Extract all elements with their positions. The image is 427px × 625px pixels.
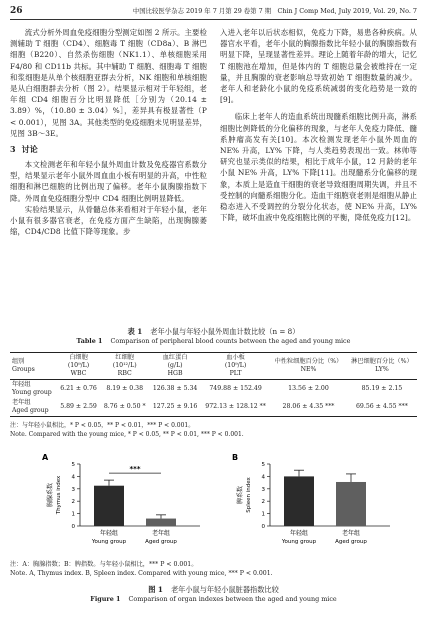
x-tick-label-en: Young group — [281, 539, 317, 545]
table-title-en: Comparison of peripheral blood counts between the aged and young mice — [110, 337, 351, 345]
cell-group: 老年组 Aged group — [12, 399, 49, 414]
table-label-cn: 表 1 — [127, 327, 143, 336]
journal-citation: 中国比较医学杂志 2019 年 7 月第 29 卷第 7 期 Chin J Comp Med, July 2019, Vol. 29, No. 7 — [132, 7, 417, 15]
figure-label-cn: 图 1 — [148, 585, 163, 594]
y-tick-label: 1 — [71, 511, 75, 518]
table-row-aged — [10, 398, 417, 417]
cell-wbc: 5.89 ± 2.59 — [60, 403, 97, 410]
cell-rbc: 8.76 ± 0.50 * — [103, 403, 146, 410]
figure-note — [10, 560, 273, 578]
figure-note-cn: 注：A：胸腺指数；B：脾指数。与年轻小鼠相比，*** P < 0.001。 — [10, 561, 198, 568]
cell-group: 年轻组 Young group — [12, 381, 52, 396]
x-tick-label-en: Young group — [91, 539, 127, 545]
table-note-cn: 注：与年轻小鼠相比，* P < 0.05，** P < 0.01，*** P < 0.001。 — [10, 422, 195, 429]
table-note-en: Note. Compared with the young mice, * P < 0.05, ** P < 0.01, *** P < 0.001. — [10, 431, 244, 438]
figure-caption-cn — [10, 585, 417, 595]
y-tick-label: 1 — [261, 511, 265, 518]
discussion-paragraph-2: 实验结果显示，从骨髓总体来看相对于年轻小鼠，老年小鼠有很多器官衰老，在免疫方面产生缺陷，出现胸腺萎缩，CD4/CD8 比值下降等现象。步 — [10, 204, 207, 237]
significance-label: *** — [129, 465, 141, 474]
col-header-ly: 淋巴细胞百分比（%） LY% — [351, 358, 413, 373]
y-tick-label: 2 — [261, 499, 265, 506]
x-tick-label-cn: 年轻组 — [289, 530, 309, 537]
table-notes — [10, 421, 417, 439]
x-tick-label-cn: 老年组 — [341, 530, 361, 537]
y-axis-label-cn: 胸腺系数 — [47, 482, 54, 508]
table-header-row — [10, 353, 417, 380]
figure-title-en: Comparison of organ indexes between the aged and young mice — [128, 595, 337, 603]
y-axis-label-en: Thymus index — [56, 475, 62, 515]
bar-aged — [146, 519, 176, 526]
results-paragraph: 流式分析外周血免疫细胞分型测定如图 2 所示。主要检测辅助 T 细胞（CD4）、细胞毒 T 细胞（CD8a）、B 淋巴细胞（B220）、自然杀伤细胞（NK1.1）、单核细胞采用 F4/80 和 CD11b 共标。其中辅助 T 细胞、细胞毒 T 细胞和浆细胞是从单个核细胞亚群去分析，NK 细胞和单核细胞是从白细胞群去分析（图 2）。结果显示相对于年轻组，老年组 CD4 细胞百分比明显降低［分别为（20.14 ± 3.89）%，（10.80 ± 3.04）%］，差异具有极显著性（P < 0.001），见图 3A。其他类型的免疫细胞未见明显差异，见图 3B～3E。 — [10, 28, 207, 138]
bar-young — [94, 486, 124, 526]
x-tick-label-cn: 老年组 — [151, 530, 171, 537]
bar-aged — [336, 482, 366, 526]
discussion-paragraph-4: 临床上老年人的造血系统出现髓系细胞比例升高，淋系细胞比例降低的分化偏移的现象，与老年人免疫力降低、髓系肿瘤高发有关[10]。本次检测发现老年小鼠外周血的 NE% 升高，LY% 下降，与人类趋势表现出一致。林帅等研究也显示类似的结果，相比于成年小鼠，12 月龄的老年小鼠 NE% 升高，LY% 下降[11]。出现髓系分化偏移的现象，本质上是造血干细胞的衰老导致细胞周期失调，并且不受控制的向髓系细胞分化。造血干细胞衰老则是细胞从静止稳态进入不受调控的分裂分化状态，使 NE% 升高，LY% 下降，破坏血液中免疫细胞比例的平衡，降低免疫力[12]。 — [220, 112, 417, 223]
x-tick-label-cn: 年轻组 — [99, 530, 119, 537]
col-header-group: 组别 Groups — [12, 358, 35, 373]
page-number: 26 — [10, 6, 23, 16]
y-tick-label: 5 — [261, 462, 265, 468]
cell-plt: 749.88 ± 152.49 — [209, 385, 262, 392]
y-tick-label: 0 — [71, 524, 75, 530]
x-tick-label-en: Aged group — [145, 539, 177, 545]
table-caption — [10, 327, 417, 346]
cell-ne: 28.06 ± 4.35 *** — [282, 403, 335, 410]
y-tick-label: 0 — [261, 524, 265, 530]
left-column — [10, 27, 207, 237]
panel-label: A — [42, 453, 49, 462]
discussion-paragraph-3: 入进入老年以后状态相似，免疫力下降，易患各种疾病。从器官水平看，老年小鼠的胸腺指数比年轻小鼠的胸腺指数有明显下降，呈现显著性差异。理论上随着年龄的增大，记忆 T 细胞池在增加，但是体内的 T 细胞总量会被维持在一定量，并且胸腺的衰老影响总导致初始 T 细胞数量的减少。老年人和老龄化小鼠的免疫系统减弱的变化趋势是一致的[9]。 — [220, 28, 417, 105]
table-caption-en — [10, 337, 417, 346]
y-axis-label-cn: 脾系数 — [237, 485, 244, 505]
discussion-paragraph-1: 本文检测老年和年轻小鼠外周血计数及免疫器官系数分型，结果显示老年小鼠外周血血小板有明显的升高，中性粒细胞和淋巴细胞的比例出现了偏移。老年小鼠胸腺指数下降。外周血免疫细胞分型中 CD4 细胞比例明显降低。 — [10, 160, 207, 203]
table-caption-cn — [10, 327, 417, 337]
bar-young — [284, 476, 314, 526]
y-axis-label-en: Spleen index — [246, 477, 252, 513]
figure-title-cn: 老年小鼠与年轻小鼠脏器指数比较 — [170, 585, 279, 594]
figure-caption-en — [10, 595, 417, 604]
cell-hgb: 127.25 ± 9.16 — [152, 403, 198, 410]
col-header-rbc: 红细胞 (10¹²/L) RBC — [112, 354, 137, 377]
x-tick-label-en: Aged group — [335, 539, 367, 545]
cell-rbc: 8.19 ± 0.38 — [106, 385, 144, 392]
table-row-young — [10, 380, 417, 399]
figure-label-en: Figure 1 — [90, 595, 121, 603]
col-header-hgb: 血红蛋白 (g/L) HGB — [162, 354, 188, 377]
figure-note-en: Note. A, Thymus index. B, Spleen index. Compared with young mice, *** P < 0.001. — [10, 570, 273, 577]
panel-label: B — [232, 453, 239, 462]
table-title-cn: 老年小鼠与年轻小鼠外周血计数比较（n = 8） — [150, 327, 300, 336]
cell-ly: 85.19 ± 2.15 — [361, 385, 403, 392]
col-header-plt: 血小板 (10⁹/L) PLT — [224, 354, 247, 377]
blood-count-table — [10, 352, 417, 417]
y-tick-label: 3 — [71, 486, 75, 493]
section-title: 讨论 — [21, 144, 38, 155]
cell-wbc: 6.21 ± 0.76 — [60, 385, 97, 392]
cell-ne: 13.56 ± 2.00 — [288, 385, 329, 392]
section-heading — [10, 143, 207, 155]
col-header-wbc: 白细胞 (10⁹/L) WBC — [67, 354, 90, 377]
y-tick-label: 4 — [71, 474, 75, 481]
y-tick-label: 4 — [261, 474, 265, 481]
figure-caption — [10, 585, 417, 604]
y-tick-label: 2 — [71, 499, 75, 506]
table-label-en: Table 1 — [76, 337, 103, 345]
running-header — [10, 5, 417, 17]
y-tick-label: 5 — [71, 462, 75, 468]
thymus-index-chart — [40, 452, 210, 554]
cell-ly: 69.56 ± 4.55 *** — [355, 403, 408, 410]
section-number: 3 — [10, 144, 16, 155]
col-header-ne: 中性粒细胞百分比（%） NE% — [274, 358, 343, 373]
cell-plt: 972.13 ± 128.12 ** — [205, 403, 266, 410]
y-tick-label: 3 — [261, 486, 265, 493]
cell-hgb: 126.38 ± 5.34 — [152, 385, 198, 392]
header-rule — [10, 19, 417, 20]
spleen-index-chart — [230, 452, 400, 554]
right-column — [220, 27, 417, 223]
